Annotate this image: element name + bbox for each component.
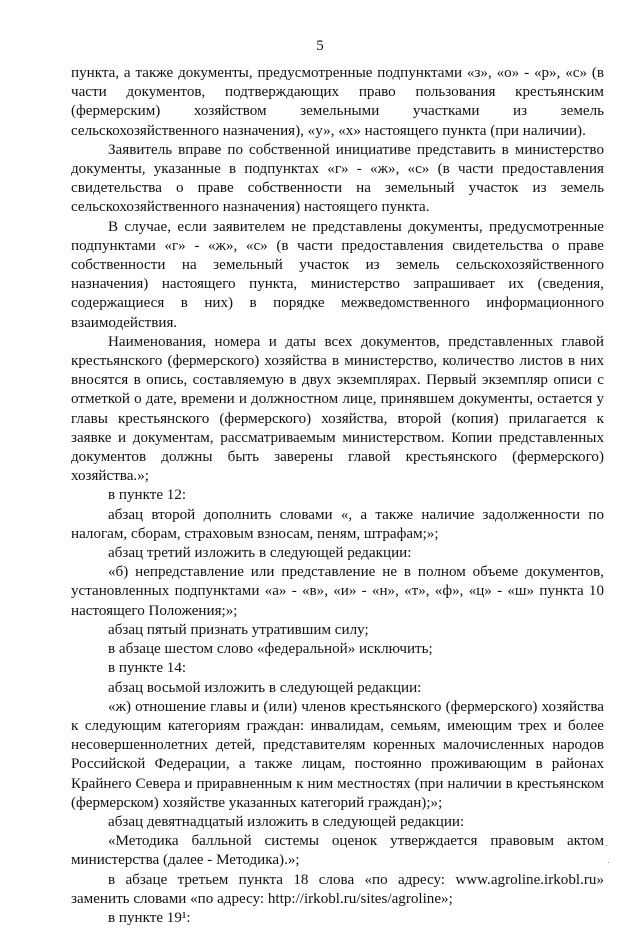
paragraph-item-12-b: «б) непредставление или представление не в полном объеме документов, установленных подпунктами «а» - «в», «и» - «н», «т», «ф», «ц» - «ш» пункта 10 настоящего Положения;»;	[71, 564, 604, 619]
paragraph-continuation: пункта, а также документы, предусмотренные подпунктами «з», «о» - «р», «с» (в части документов, подтверждающих право пользования крестьянским (фермерским) хозяйством земельными участками из земель сельскохозяйственного назначения), «у», «х» настоящего пункта (при наличии).	[71, 65, 604, 139]
paragraph-item-12-second: абзац второй дополнить словами «, а также наличие задолженности по налогам, сборам, страховым взносам, пеням, штрафам;»;	[71, 506, 604, 542]
paragraph-item-12: в пункте 12:	[108, 487, 187, 504]
page-number: 5	[316, 38, 324, 54]
paragraph-item-19-1: в пункте 19¹:	[108, 909, 191, 926]
paragraph-item-14-eighth: абзац восьмой изложить в следующей редакции:	[108, 679, 422, 696]
paragraph-item-12-third: абзац третий изложить в следующей редакции:	[108, 545, 412, 562]
paragraph-item-14: в пункте 14:	[108, 660, 187, 677]
document-body	[71, 64, 604, 928]
paragraph-item-12-sixth: в абзаце шестом слово «федеральной» исключить;	[108, 641, 433, 658]
paragraph-item-12-fifth: абзац пятый признать утратившим силу;	[108, 621, 369, 638]
paragraph-item-18: в абзаце третьем пункта 18 слова «по адресу: www.agroline.irkobl.ru» заменить словами «по адресу: http://irkobl.ru/sites/agroline»;	[71, 871, 604, 907]
paragraph-applicant-right: Заявитель вправе по собственной инициативе представить в министерство документы, указанные в подпунктах «г» - «ж», «с» (в части предоставления свидетельства о праве собственности на земельный участок из земель сельскохозяйственного назначения) настоящего пункта.	[71, 141, 604, 216]
paragraph-item-14-nineteenth: абзац девятнадцатый изложить в следующей редакции:	[108, 813, 465, 830]
paragraph-methodology: «Методика балльной системы оценок утверждается правовым актом министерства (далее - Методика).»;	[71, 833, 604, 869]
paragraph-interagency-request: В случае, если заявителем не представлены документы, предусмотренные подпунктами «г» - «ж», «с» (в части предоставления свидетельства о праве собственности на земельный участок из земель сельскохозяйственного назначения) настоящего пункта, министерство запрашивает их (сведения, содержащиеся в них) в порядке межведомственного информационного взаимодействия.	[71, 218, 604, 331]
scan-speck	[608, 862, 609, 863]
paragraph-document-inventory: Наименования, номера и даты всех документов, представленных главой крестьянского (фермерского) хозяйства в министерство, количество листов в них вносятся в опись, составляемую в двух экземплярах. Первый экземпляр описи с отметкой о дате, времени и должностном лице, принявшем документы, остается у главы крестьянского (фермерского) хозяйства, второй (копия) прилагается к заявке и документам, рассматриваемым министерством. Копии представленных документов должны быть заверены главой крестьянского (фермерского) хозяйства.»;	[71, 333, 604, 485]
scan-speck	[606, 845, 607, 846]
paragraph-item-14-zh: «ж) отношение главы и (или) членов крестьянского (фермерского) хозяйства к следующим категориям граждан: инвалидам, семьям, имеющим трех и более несовершеннолетних детей, представителям коренных малочисленных народов Российской Федерации, а также лицам, постоянно проживающим в районах Крайнего Севера и приравненным к ним местностях (при наличии в крестьянском (фермерском) хозяйстве указанных категорий граждан);»;	[71, 698, 604, 811]
